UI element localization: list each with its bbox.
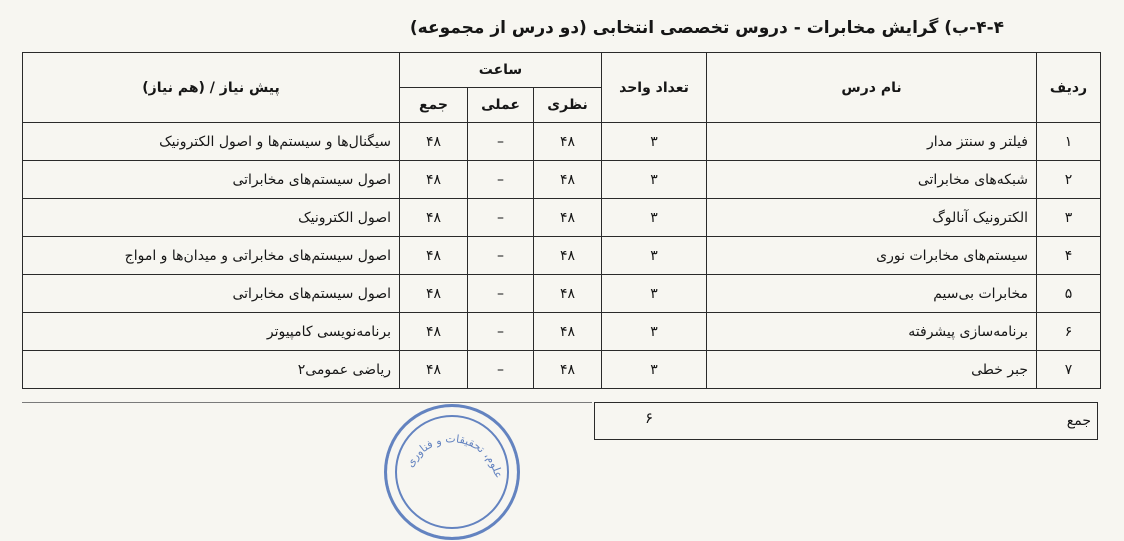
header-practical: عملی xyxy=(468,88,534,123)
header-hours: ساعت xyxy=(400,53,602,88)
header-total: جمع xyxy=(400,88,468,123)
total-hours: ۴۸ xyxy=(400,275,468,313)
prerequisite: سیگنال‌ها و سیستم‌ها و اصول الکترونیک xyxy=(23,123,400,161)
table-row xyxy=(23,123,1101,161)
table-row xyxy=(23,313,1101,351)
total-value: ۶ xyxy=(645,409,654,427)
practical-hours: – xyxy=(468,237,534,275)
theory-hours: ۴۸ xyxy=(534,199,602,237)
svg-text:وزارت علوم، تحقیقات و فناوری: علوم، تحقیقات و فناوری xyxy=(403,432,506,480)
total-hours: ۴۸ xyxy=(400,237,468,275)
course-units: ۳ xyxy=(602,313,707,351)
header-row-no: ردیف xyxy=(1037,53,1101,123)
table-row xyxy=(23,275,1101,313)
header-prereq: پیش نیاز / (هم نیاز) xyxy=(23,53,400,123)
prerequisite: اصول سیستم‌های مخابراتی xyxy=(23,275,400,313)
practical-hours: – xyxy=(468,199,534,237)
row-number: ۶ xyxy=(1037,313,1101,351)
official-stamp xyxy=(384,404,520,540)
theory-hours: ۴۸ xyxy=(534,351,602,389)
course-name: فیلتر و سنتز مدار xyxy=(707,123,1037,161)
page-title: ۴-۴-ب) گرایش مخابرات - دروس تخصصی انتخابی (دو درس از مجموعه) xyxy=(409,18,1004,38)
prerequisite: اصول الکترونیک xyxy=(23,199,400,237)
divider-line xyxy=(22,402,592,403)
theory-hours: ۴۸ xyxy=(534,275,602,313)
row-number: ۵ xyxy=(1037,275,1101,313)
total-hours: ۴۸ xyxy=(400,351,468,389)
course-units: ۳ xyxy=(602,351,707,389)
total-hours: ۴۸ xyxy=(400,161,468,199)
prerequisite: ریاضی عمومی۲ xyxy=(23,351,400,389)
row-number: ۱ xyxy=(1037,123,1101,161)
theory-hours: ۴۸ xyxy=(534,313,602,351)
row-number: ۲ xyxy=(1037,161,1101,199)
row-number: ۳ xyxy=(1037,199,1101,237)
course-units: ۳ xyxy=(602,199,707,237)
course-units: ۳ xyxy=(602,237,707,275)
course-units: ۳ xyxy=(602,275,707,313)
table-row xyxy=(23,161,1101,199)
theory-hours: ۴۸ xyxy=(534,237,602,275)
practical-hours: – xyxy=(468,161,534,199)
table-row xyxy=(23,237,1101,275)
course-table xyxy=(22,52,1101,389)
practical-hours: – xyxy=(468,123,534,161)
header-theory: نظری xyxy=(534,88,602,123)
course-name: شبکه‌های مخابراتی xyxy=(707,161,1037,199)
course-name: مخابرات بی‌سیم xyxy=(707,275,1037,313)
practical-hours: – xyxy=(468,351,534,389)
course-name: سیستم‌های مخابرات نوری xyxy=(707,237,1037,275)
header-course-name: نام درس xyxy=(707,53,1037,123)
total-hours: ۴۸ xyxy=(400,123,468,161)
course-name: الکترونیک آنالوگ xyxy=(707,199,1037,237)
total-units-box xyxy=(594,402,1098,440)
stamp-seal-icon xyxy=(387,407,517,537)
prerequisite: اصول سیستم‌های مخابراتی xyxy=(23,161,400,199)
header-units: تعداد واحد xyxy=(602,53,707,123)
course-units: ۳ xyxy=(602,123,707,161)
prerequisite: اصول سیستم‌های مخابراتی و میدان‌ها و امواج xyxy=(23,237,400,275)
prerequisite: برنامه‌نویسی کامپیوتر xyxy=(23,313,400,351)
total-label: جمع xyxy=(1066,413,1091,429)
practical-hours: – xyxy=(468,275,534,313)
total-hours: ۴۸ xyxy=(400,199,468,237)
course-name: برنامه‌سازی پیشرفته xyxy=(707,313,1037,351)
row-number: ۴ xyxy=(1037,237,1101,275)
course-units: ۳ xyxy=(602,161,707,199)
practical-hours: – xyxy=(468,313,534,351)
row-number: ۷ xyxy=(1037,351,1101,389)
course-name: جبر خطی xyxy=(707,351,1037,389)
table-row xyxy=(23,199,1101,237)
table-row xyxy=(23,351,1101,389)
total-hours: ۴۸ xyxy=(400,313,468,351)
theory-hours: ۴۸ xyxy=(534,161,602,199)
theory-hours: ۴۸ xyxy=(534,123,602,161)
